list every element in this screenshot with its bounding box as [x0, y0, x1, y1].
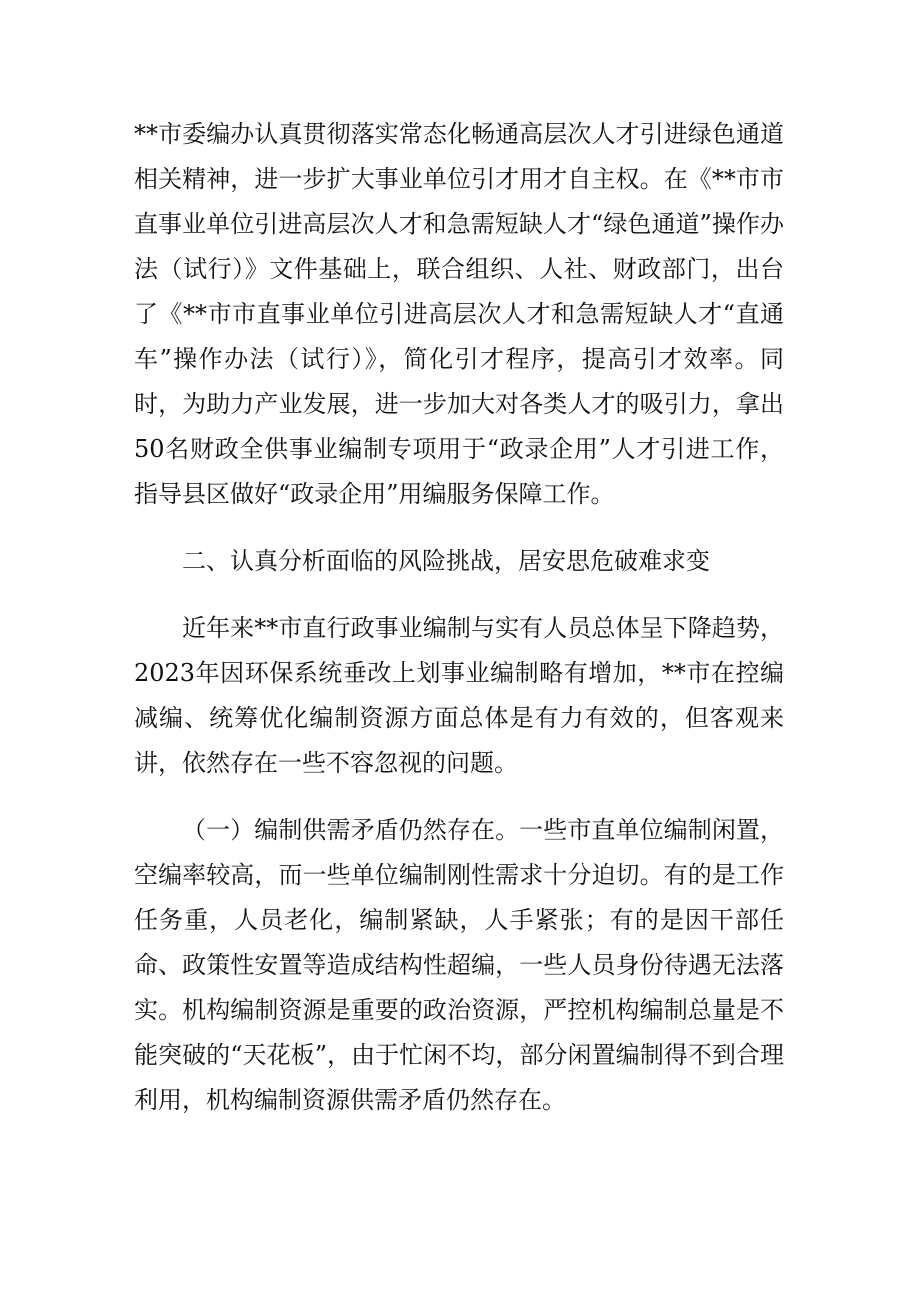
paragraph-talent-channel: **市委编办认真贯彻落实常态化畅通高层次人才引进绿色通道相关精神，进一步扩大事业单位引才用才自主权。在《**市市直事业单位引进高层次人才和急需短缺人才“绿色通道”操作办法（试行）》文件基础上，联合组织、人社、财政部门，出台了《**市市直事业单位引进高层次人才和急需短缺人才“直通车”操作办法（试行）》，简化引才程序，提高引才效率。同时，为助力产业发展，进一步加大对各类人才的吸引力，拿出50名财政全供事业编制专项用于“政录企用”人才引进工作，指导县区做好“政录企用”用编服务保障工作。: [134, 120, 784, 508]
document-body: [134, 112, 784, 1123]
section-heading-risk-challenges: 二、认真分析面临的风险挑战，居安思危破难求变: [182, 547, 710, 575]
paragraph-staffing-trend: 近年来**市直行政事业编制与实有人员总体呈下降趋势，2023年因环保系统垂改上划事业编制略有增加，**市在控编减编、统筹优化编制资源方面总体是有力有效的，但客观来讲，依然存在一些不容忽视的问题。: [134, 614, 784, 777]
paragraph-supply-demand-contradiction: （一）编制供需矛盾仍然存在。一些市直单位编制闲置，空编率较高，而一些单位编制刚性需求十分迫切。有的是工作任务重，人员老化，编制紧缺，人手紧张；有的是因干部任命、政策性安置等造成结构性超编，一些人员身份待遇无法落实。机构编制资源是重要的政治资源，严控机构编制总量是不能突破的“天花板”，由于忙闲不均，部分闲置编制得不到合理利用，机构编制资源供需矛盾仍然存在。: [134, 816, 784, 1114]
